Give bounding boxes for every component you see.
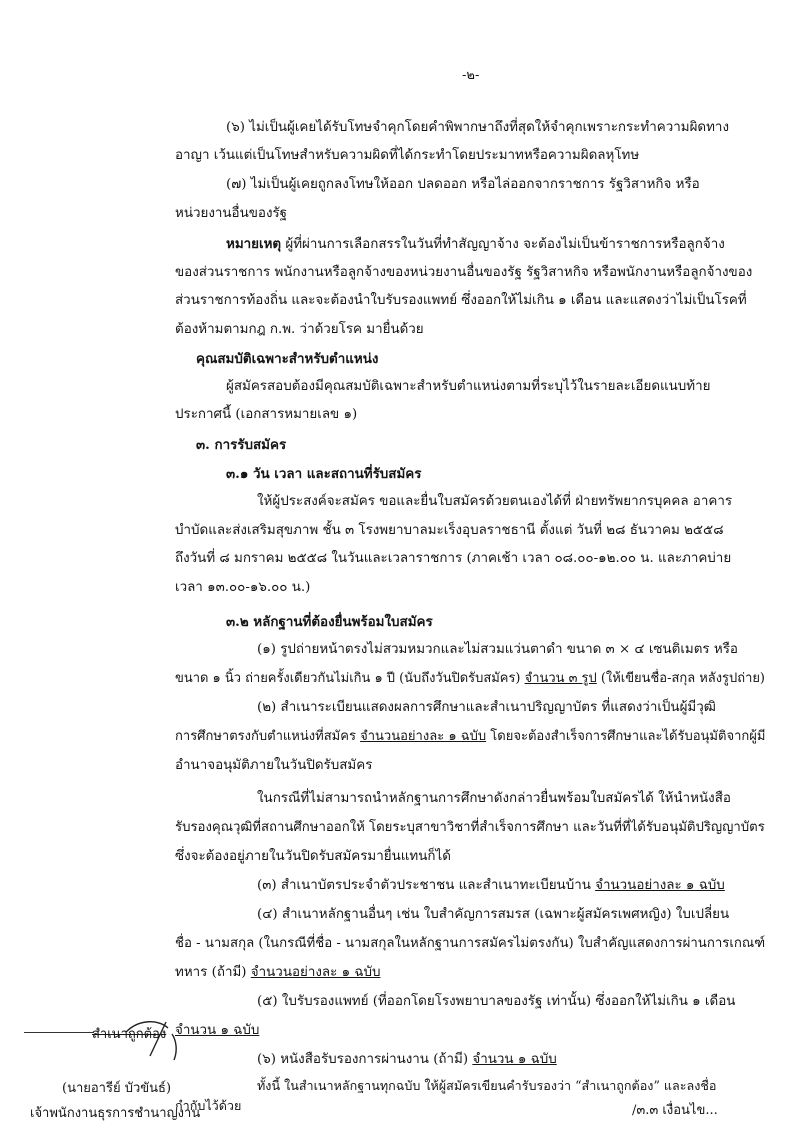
doc-1-quantity: จำนวน ๓ รูป: [524, 671, 597, 686]
continued-marker: /๓.๓ เงื่อนไข...: [632, 1103, 718, 1118]
doc-4-line-1: (๔) สำเนาหลักฐานอื่นๆ เช่น ใบสำคัญการสมรส (เฉพาะผู้สมัครเพศหญิง) ใบเปลี่ยน: [257, 907, 730, 922]
condition-line-2: รับรองคุณวุฒิที่สถานศึกษาออกให้ โดยระบุสาขาวิชาที่สำเร็จการศึกษา และวันที่ที่ได้รับอนุมัติปริญญาบัตร: [175, 820, 765, 835]
note-line-2: ของส่วนราชการ พนักงานหรือลูกจ้างของหน่วยงานอื่นของรัฐ รัฐวิสาหกิจ หรือพนักงานหรือลูกจ้างของ: [175, 265, 753, 280]
signatory-name: (นายอารีย์ บัวขันธ์): [62, 1081, 172, 1096]
signature-rule: [24, 1032, 94, 1033]
doc-2-line-2: [175, 727, 765, 747]
doc-6-line: [257, 1050, 557, 1070]
doc-3-quantity: จำนวนอย่างละ ๑ ฉบับ: [595, 878, 725, 893]
item-6-line-2: อาญา เว้นแต่เป็นโทษสำหรับความผิดที่ได้กระทำโดยประมาทหรือความผิดลหุโทษ: [175, 148, 640, 163]
signatory-position: เจ้าพนักงานธุรการชำนาญงาน: [30, 1106, 201, 1121]
note-line-1-text: ผู้ที่ผ่านการเลือกสรรในวันที่ทำสัญญาจ้าง จะต้องไม่เป็นข้าราชการหรือลูกจ้าง: [281, 237, 725, 252]
note-line-1: [226, 234, 725, 255]
note-line-3: ส่วนราชการท้องถิ่น และจะต้องนำใบรับรองแพทย์ ซึ่งออกให้ไม่เกิน ๑ เดือน และแสดงว่าไม่เป็นโรคที่: [175, 293, 747, 308]
section-3-1-heading: ๓.๑ วัน เวลา และสถานที่รับสมัคร: [226, 466, 422, 482]
section-3-2-heading: ๓.๒ หลักฐานที่ต้องยื่นพร้อมใบสมัคร: [226, 614, 433, 630]
item-6-line-1: (๖) ไม่เป็นผู้เคยได้รับโทษจำคุกโดยคำพิพากษาถึงที่สุดให้จำคุกเพราะกระทำความผิดทาง: [226, 120, 729, 135]
doc-3-line: [257, 876, 725, 896]
doc-2-text-tail: โดยจะต้องสำเร็จการศึกษาและได้รับอนุมัติจากผู้มี: [486, 729, 766, 744]
doc-1-line-1: (๑) รูปถ่ายหน้าตรงไม่สวมหมวกและไม่สวมแว่นตาดำ ขนาด ๓ × ๔ เซนติเมตร หรือ: [257, 642, 738, 657]
item-7-line-2: หน่วยงานอื่นของรัฐ: [175, 206, 288, 221]
section-3-heading: ๓. การรับสมัคร: [196, 437, 287, 453]
application-line-2: บำบัดและส่งเสริมสุขภาพ ชั้น ๓ โรงพยาบาลมะเร็งอุบลราชธานี ตั้งแต่ วันที่ ๒๘ ธันวาคม ๒๕๕๘: [175, 523, 724, 538]
doc-4-line-3: [175, 963, 380, 983]
certify-line-1: ทั้งนี้ ในสำเนาหลักฐานทุกฉบับ ให้ผู้สมัครเขียนคำรับรองว่า “สำเนาถูกต้อง” และลงชื่อ: [257, 1078, 717, 1093]
certified-copy-label: สำเนาถูกต้อง: [92, 1027, 167, 1042]
doc-4-text: ทหาร (ถ้ามี): [175, 965, 251, 980]
doc-2-text: การศึกษาตรงกับตำแหน่งที่สมัคร: [175, 729, 361, 744]
qualification-line-2: ประกาศนี้ (เอกสารหมายเลข ๑): [175, 407, 358, 422]
note-label: หมายเหตุ: [226, 236, 282, 252]
doc-2-quantity: จำนวนอย่างละ ๑ ฉบับ: [360, 729, 487, 744]
condition-line-3: ซึ่งจะต้องอยู่ภายในวันปิดรับสมัครมายื่นแทนก็ได้: [175, 849, 451, 864]
doc-1-text-tail: (ให้เขียนชื่อ-สกุล หลังรูปถ่าย): [596, 671, 765, 686]
application-line-3: ถึงวันที่ ๘ มกราคม ๒๕๕๘ ในวันและเวลาราชการ (ภาคเช้า เวลา ๐๘.๐๐-๑๒.๐๐ น. และภาคบ่าย: [175, 551, 732, 566]
application-line-4: เวลา ๑๓.๐๐-๑๖.๐๐ น.): [175, 580, 311, 595]
signature-scrawl-icon: [120, 1010, 200, 1070]
application-line-1: ให้ผู้ประสงค์จะสมัคร ขอและยื่นใบสมัครด้วยตนเองได้ที่ ฝ่ายทรัพยากรบุคคล อาคาร: [257, 494, 733, 509]
qualification-line-1: ผู้สมัครสอบต้องมีคุณสมบัติเฉพาะสำหรับตำแหน่งตามที่ระบุไว้ในรายละเอียดแนบท้าย: [226, 379, 711, 394]
doc-4-line-2: ชื่อ - นามสกุล (ในกรณีที่ชื่อ - นามสกุลในหลักฐานการสมัครไม่ตรงกัน) ใบสำคัญแสดงการผ่านการเกณฑ์: [175, 936, 766, 951]
doc-5-quantity: จำนวน ๑ ฉบับ: [175, 1023, 260, 1038]
doc-5-line-1: (๕) ใบรับรองแพทย์ (ที่ออกโดยโรงพยาบาลของรัฐ เท่านั้น) ซึ่งออกให้ไม่เกิน ๑ เดือน: [257, 994, 736, 1009]
doc-4-quantity: จำนวนอย่างละ ๑ ฉบับ: [250, 965, 381, 980]
doc-2-line-1: (๒) สำเนาระเบียนแสดงผลการศึกษาและสำเนาปริญญาบัตร ที่แสดงว่าเป็นผู้มีวุฒิ: [257, 700, 716, 715]
certify-line-2: กำกับไว้ด้วย: [175, 1098, 242, 1113]
doc-6-quantity: จำนวน ๑ ฉบับ: [472, 1052, 557, 1067]
doc-2-line-3: อำนาจอนุมัติภายในวันปิดรับสมัคร: [175, 758, 373, 773]
doc-1-text: ขนาด ๑ นิ้ว ถ่ายครั้งเดียวกันไม่เกิน ๑ ปี (นับถึงวันปิดรับสมัคร): [175, 671, 525, 686]
page-number: -๒-: [462, 68, 480, 83]
item-7-line-1: (๗) ไม่เป็นผู้เคยถูกลงโทษให้ออก ปลดออก หรือไล่ออกจากราชการ รัฐวิสาหกิจ หรือ: [226, 177, 700, 192]
condition-line-1: ในกรณีที่ไม่สามารถนำหลักฐานการศึกษาดังกล่าวยื่นพร้อมใบสมัครได้ ให้นำหนังสือ: [257, 791, 731, 806]
qualification-heading: คุณสมบัติเฉพาะสำหรับตำแหน่ง: [196, 351, 379, 367]
doc-6-text: (๖) หนังสือรับรองการผ่านงาน (ถ้ามี): [257, 1052, 473, 1067]
note-line-4: ต้องห้ามตามกฎ ก.พ. ว่าด้วยโรค มายื่นด้วย: [175, 322, 424, 337]
doc-3-text: (๓) สำเนาบัตรประจำตัวประชาชน และสำเนาทะเบียนบ้าน: [257, 878, 596, 893]
doc-1-line-2: [175, 669, 765, 689]
